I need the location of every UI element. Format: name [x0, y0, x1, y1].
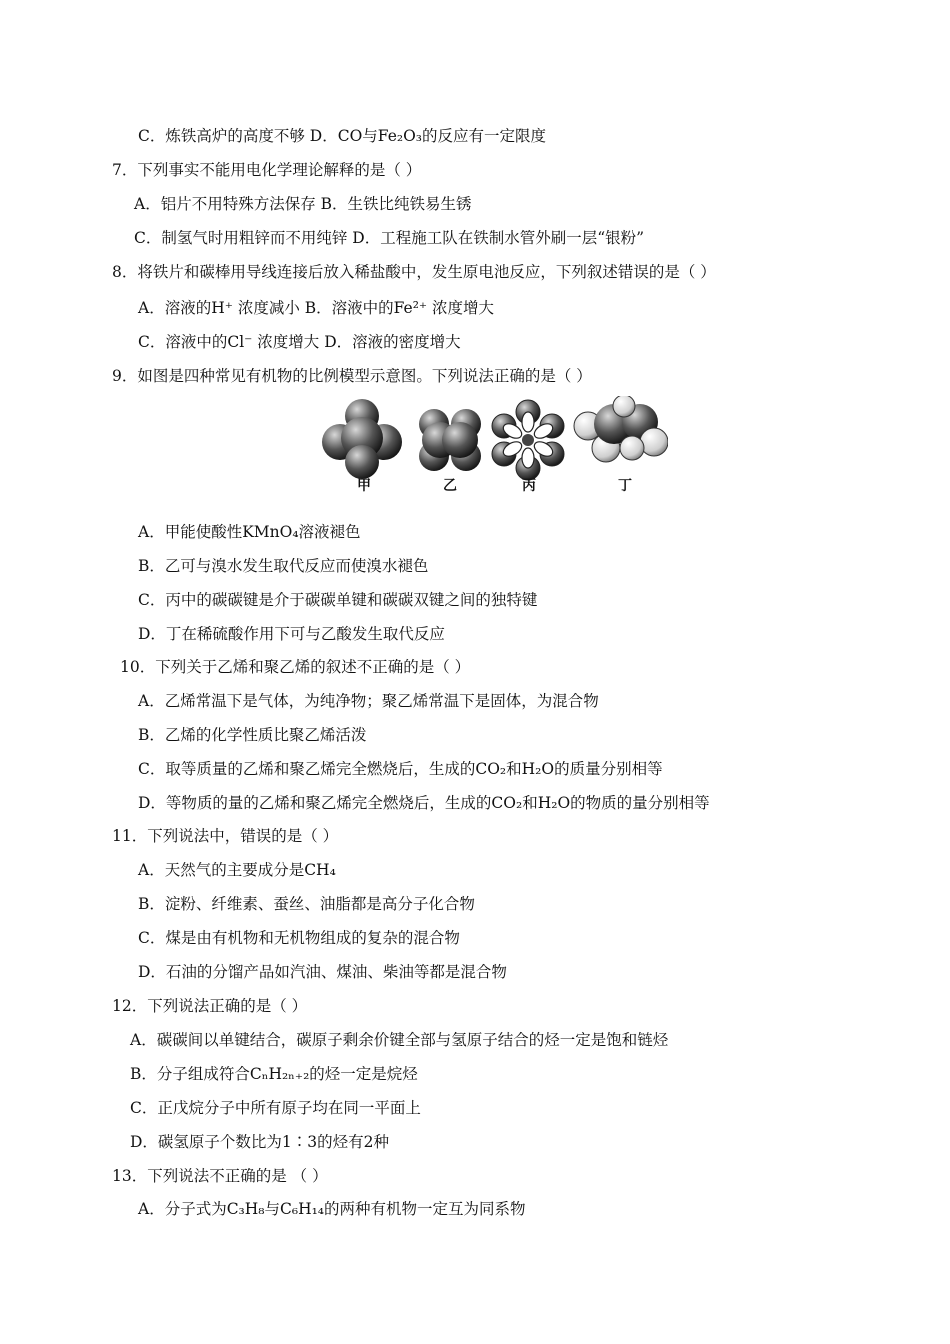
- benzene-model-icon: [492, 400, 564, 480]
- q12-option-d: D．碳氢原子个数比为1∶3的烃有2种: [130, 1133, 390, 1151]
- caption-yi: 乙: [443, 478, 457, 494]
- q8-stem: 8．将铁片和碳棒用导线连接后放入稀盐酸中，发生原电池反应，下列叙述错误的是（ ）: [112, 263, 716, 281]
- caption-bing: 丙: [522, 478, 536, 494]
- q7-option-a-b: A．铝片不用特殊方法保存 B．生铁比纯铁易生锈: [134, 195, 472, 213]
- q11-option-d: D．石油的分馏产品如汽油、煤油、柴油等都是混合物: [138, 963, 507, 981]
- caption-ding: 丁: [618, 478, 632, 494]
- q7-stem: 7．下列事实不能用电化学理论解释的是（ ）: [112, 161, 422, 179]
- q12-stem: 12．下列说法正确的是（ ）: [112, 997, 308, 1015]
- q13-stem: 13．下列说法不正确的是 （ ）: [112, 1167, 328, 1185]
- q7-option-c-d: C．制氢气时用粗锌而不用纯锌 D．工程施工队在铁制水管外刷一层“银粉”: [134, 229, 645, 247]
- ethanol-model-icon: [574, 396, 668, 462]
- q12-option-b: B．分子组成符合CₙH₂ₙ₊₂的烃一定是烷烃: [130, 1065, 418, 1083]
- caption-jia: 甲: [357, 478, 371, 494]
- q9-option-b: B．乙可与溴水发生取代反应而使溴水褪色: [138, 557, 429, 575]
- q12-option-c: C．正戊烷分子中所有原子均在同一平面上: [130, 1099, 421, 1117]
- ethylene-model-icon: [419, 409, 481, 471]
- q11-option-a: A．天然气的主要成分是CH₄: [138, 861, 336, 879]
- q10-option-a: A．乙烯常温下是气体，为纯净物；聚乙烯常温下是固体，为混合物: [138, 692, 599, 710]
- q9-option-c: C．丙中的碳碳键是介于碳碳单键和碳碳双键之间的独特键: [138, 591, 538, 609]
- q8-option-c-d: C．溶液中的Cl⁻ 浓度增大 D．溶液的密度增大: [138, 333, 461, 351]
- q10-stem: 10．下列关于乙烯和聚乙烯的叙述不正确的是（ ）: [120, 658, 471, 676]
- q9-option-d: D．丁在稀硫酸作用下可与乙酸发生取代反应: [138, 625, 445, 643]
- q11-option-b: B．淀粉、纤维素、蚕丝、油脂都是高分子化合物: [138, 895, 475, 913]
- q11-option-c: C．煤是由有机物和无机物组成的复杂的混合物: [138, 929, 460, 947]
- q9-option-a: A．甲能使酸性KMnO₄溶液褪色: [138, 523, 361, 541]
- q10-option-c: C．取等质量的乙烯和聚乙烯完全燃烧后，生成的CO₂和H₂O的质量分别相等: [138, 760, 663, 778]
- q11-stem: 11．下列说法中，错误的是（ ）: [112, 827, 339, 845]
- q12-option-a: A．碳碳间以单键结合，碳原子剩余价键全部与氢原子结合的烃一定是饱和链烃: [130, 1031, 669, 1049]
- q9-stem: 9．如图是四种常见有机物的比例模型示意图。下列说法正确的是（ ）: [112, 367, 592, 385]
- q10-option-b: B．乙烯的化学性质比聚乙烯活泼: [138, 726, 367, 744]
- q13-option-a: A．分子式为C₃H₈与C₆H₁₄的两种有机物一定互为同系物: [138, 1200, 526, 1218]
- methane-model-icon: [322, 399, 402, 479]
- q10-option-d: D．等物质的量的乙烯和聚乙烯完全燃烧后，生成的CO₂和H₂O的物质的量分别相等: [138, 794, 710, 812]
- q6-option-c-d: C．炼铁高炉的高度不够 D．CO与Fe₂O₃的反应有一定限度: [138, 127, 546, 145]
- q8-option-a-b: A．溶液的H⁺ 浓度减小 B．溶液中的Fe²⁺ 浓度增大: [138, 299, 495, 317]
